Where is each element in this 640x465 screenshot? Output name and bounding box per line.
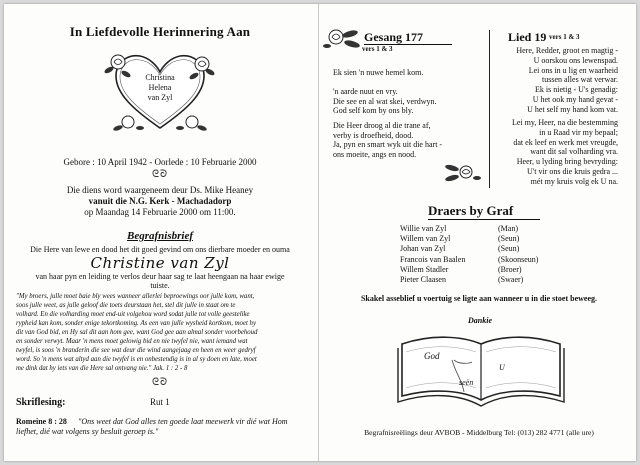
quote-line: me dink dat hy iets van die Here sal ontvang nie." Jak. 1 : 2 - 8 xyxy=(16,365,188,372)
pallbearer-row xyxy=(400,224,600,234)
pallbearer-relation: (Swaer) xyxy=(498,275,524,285)
pallbearer-name: Johan van Zyl xyxy=(400,244,446,254)
hymn-line: want dit sal volharding vra. xyxy=(530,147,618,157)
pallbearer-name: Willem Stadler xyxy=(400,264,449,274)
pallbearer-relation: (Man) xyxy=(498,224,518,233)
quote-line: soos julle weet, as julle geloof die toets deurstaan het, stel dit julle in staat om te xyxy=(16,302,236,309)
gesang-stanza-1 xyxy=(333,68,483,116)
hymn-line: Here, Redder, groot en magtig - xyxy=(516,46,618,55)
pallbearer-row xyxy=(400,275,600,285)
lied-title: Lied 19 xyxy=(508,30,547,44)
quote-line: word. So 'n mens wat altyd aan die twyfel is en onbestendig is in al sy doen en late, moet xyxy=(16,356,257,363)
center-fold-line xyxy=(318,4,319,461)
heart-name-line: Christina xyxy=(145,73,175,82)
begrafnisbrief-intro: Die Here van lewe en dood het dit goed gevind om ons dierbare moeder en ouma xyxy=(30,245,290,254)
hymn-line: Heer, u lyding bring bevryding: xyxy=(516,157,618,167)
pallbearers-list xyxy=(400,224,600,285)
begrafnisbrief-line: tuiste. xyxy=(150,281,170,290)
book-word-god: God xyxy=(424,351,440,361)
romeine-text xyxy=(16,427,306,437)
draers-title: Draers by Graf xyxy=(428,203,514,218)
pallbearer-name: Willie van Zyl xyxy=(400,224,447,233)
hymn-line: in u Raad vir my bepaal; xyxy=(539,127,618,137)
draers-underline xyxy=(428,219,540,220)
hymn-line: Die Heer droog al die trane af, xyxy=(333,121,431,130)
pallbearer-name: Willem van Zyl xyxy=(400,234,451,244)
scroll-ornament-icon: ᘓᘐ xyxy=(151,169,169,180)
book-word-seen: seën xyxy=(459,378,474,387)
heart-name-line: Helena xyxy=(148,83,172,92)
dankie-text: Dankie xyxy=(468,316,492,325)
quote-line: dit van God bid, en Hy sal dit aan hom gee, want God gee aan almal sonder voorbehoud xyxy=(16,329,258,336)
skriflesing-label: Skriflesing: xyxy=(16,397,66,408)
begrafnisbrief-line: van haar pyn en leiding te verlos deur haar sag te laat heengaan na haar ewige xyxy=(35,272,285,281)
hymn-line: U't vir ons die kruis gedra ... xyxy=(527,166,618,176)
hymn-line: dat ek leef en werk met vreugde, xyxy=(513,137,618,147)
scripture-quote xyxy=(16,292,308,373)
pallbearer-relation: (Seun) xyxy=(498,244,520,254)
open-book-icon xyxy=(392,330,570,412)
heart-name-line: van Zyl xyxy=(147,93,173,102)
funeral-arrangements-footer: Begrafnisreëlings deur AVBOB - Middelburg Tel: (013) 282 4771 (alle ure) xyxy=(364,428,594,437)
lied-stanza-2 xyxy=(494,118,618,187)
hymn-line: Ja, pyn en smart wyk uit die hart - xyxy=(333,140,443,150)
lied-verses: vers 1 & 3 xyxy=(549,33,580,41)
hymn-line: U het ook my hand gevat - xyxy=(532,94,618,104)
romeine-line: "Ons weet dat God alles ten goede laat meewerk vir dié wat Hom xyxy=(78,417,288,426)
romeine-text xyxy=(78,417,308,427)
pallbearer-row xyxy=(400,244,600,254)
gesang-title: Gesang 177 xyxy=(364,30,424,44)
pallbearer-relation: (Seun) xyxy=(498,234,520,244)
heart-name-block xyxy=(124,73,196,103)
begrafnisbrief-text xyxy=(14,272,306,290)
hymn-line xyxy=(333,78,483,88)
gesang-verses: vers 1 & 3 xyxy=(362,45,393,53)
begrafnisbrief-heading: Begrafnisbrief xyxy=(127,230,193,242)
hymn-line: Die see en al wat skei, verdwyn. xyxy=(333,96,437,106)
hymn-line: Ek sien 'n nuwe hemel kom. xyxy=(333,68,424,77)
hymn-line: mét my kruis volg ek U na. xyxy=(530,176,618,186)
pallbearer-name: Francois van Baalen xyxy=(400,254,466,264)
quote-line: rypheid kan kom, sonder enige tekortkoming. As een van julle wysheid kortkom, moet hy xyxy=(16,320,256,327)
vehicle-lights-notice: Skakel asseblief u voertuig se ligte aan wanneer u in die stoet beweeg. xyxy=(360,294,598,303)
hymn-line: Ek is nietig - U's genadig: xyxy=(535,85,618,95)
hymn-line: Lei ons in u lig en waarheid xyxy=(528,65,618,75)
hymn-line: tussen alles wat verwar. xyxy=(542,75,618,85)
hymn-line: Lei my, Heer, na die bestemming xyxy=(511,118,618,127)
service-line: Die diens word waargeneem deur Ds. Mike Heaney xyxy=(66,185,254,195)
pallbearer-row xyxy=(400,255,600,265)
scroll-ornament-icon: ᘓᘐ xyxy=(151,377,169,388)
pallbearer-name: Pieter Claasen xyxy=(400,275,446,285)
romeine-line: liefhet, dié wat volgens sy besluit geroep is." xyxy=(16,427,159,436)
hymn-line: U het self my hand kom vat. xyxy=(527,104,618,114)
service-line: op Maandag 14 Februarie 2000 om 11:00. xyxy=(84,207,236,217)
service-line: vanuit die N.G. Kerk - Machadadorp xyxy=(88,196,232,206)
memorial-title: In Liefdevolle Herinnering Aan xyxy=(69,24,251,39)
gesang-stanza-2 xyxy=(333,121,483,159)
rose-corner-icon xyxy=(440,160,482,184)
lied-stanza-1 xyxy=(494,46,618,115)
romeine-reference: Romeine 8 : 28 xyxy=(16,417,67,426)
rose-corner-icon xyxy=(322,26,364,52)
quote-line: en sonder verwyt. Maar 'n mens moet gelowig bid en nie twyfel nie, want iemand wat xyxy=(16,338,248,345)
birth-death-dates: Gebore : 10 April 1942 - Oorlede : 10 Februarie 2000 xyxy=(63,157,257,167)
hymn-line: verby is droefheid, dood. xyxy=(333,130,414,140)
hymn-line: ons moeite, angs en nood. xyxy=(333,149,417,159)
deceased-script-name: Christine van Zyl xyxy=(90,254,230,272)
quote-line: "My broers, julle moet baie bly wees wanneer allerlei beproewings oor julle kom, want, xyxy=(16,293,255,300)
quote-line: volhard. En die volharding moet end-uit volgehou word sodat julle tot volle geestelike xyxy=(16,311,250,318)
hymn-line: U oorskou ons lewenspad. xyxy=(533,55,618,65)
service-details xyxy=(20,185,300,218)
skriflesing-value: Rut 1 xyxy=(150,397,170,407)
pallbearer-relation: (Skoonseun) xyxy=(498,254,539,264)
hymn-line: 'n aarde nuut en vry. xyxy=(333,87,398,97)
pallbearer-row xyxy=(400,265,600,275)
hymn-line: God self kom by ons bly. xyxy=(333,106,414,116)
pallbearer-row xyxy=(400,234,600,244)
quote-line: twyfel, is soos 'n branderin die see wat deur die wind aangejaag en heen en weer gedryf xyxy=(16,347,256,354)
pallbearer-relation: (Broer) xyxy=(498,264,522,274)
column-divider xyxy=(489,30,490,188)
book-word-u: U xyxy=(499,363,505,372)
